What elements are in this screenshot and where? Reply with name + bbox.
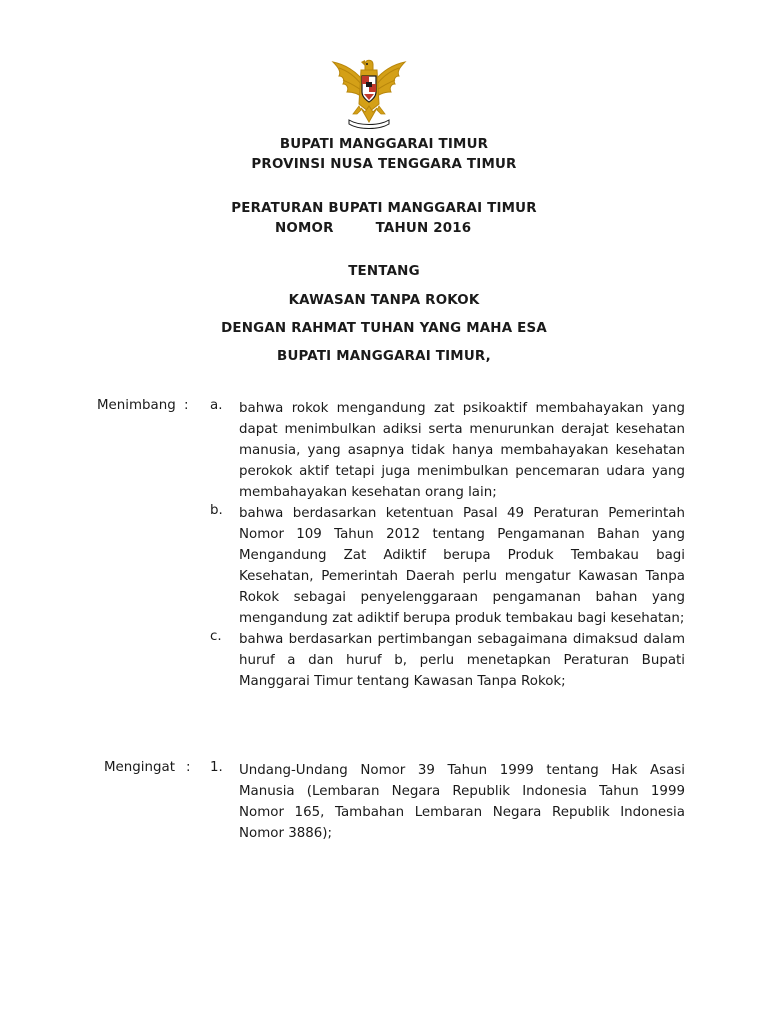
- nomor-label: NOMOR: [275, 221, 334, 236]
- mengingat-colon: :: [186, 760, 191, 775]
- item-text: bahwa berdasarkan ketentuan Pasal 49 Peraturan Pemerintah Nomor 109 Tahun 2012 tentang Pengamanan Bahan yang Mengandung Zat Adiktif berupa Produk Tembakau bagi Kesehatan, Pemerintah Daerah perlu mengatur Kawasan Tanpa Rokok sebagai penyelenggaraan pengamanan bahan yang mengandung zat adiktif berupa produk tembakau bagi kesehatan;: [239, 506, 685, 626]
- regulation-number-line: [275, 221, 471, 236]
- item-text: Undang-Undang Nomor 39 Tahun 1999 tentang Hak Asasi Manusia (Lembaran Negara Republik Indonesia Tahun 1999 Nomor 165, Tambahan Lembaran Negara Republik Indonesia Nomor 3886);: [239, 763, 685, 841]
- item-marker: b.: [210, 503, 223, 518]
- menimbang-item: [0, 398, 768, 503]
- tentang-label: TENTANG: [348, 264, 420, 279]
- authority-line: BUPATI MANGGARAI TIMUR,: [277, 349, 491, 364]
- mengingat-section: [0, 760, 768, 844]
- garuda-emblem-icon: [331, 56, 407, 130]
- menimbang-item: [0, 503, 768, 629]
- menimbang-colon: :: [184, 398, 189, 413]
- menimbang-label: Menimbang: [97, 398, 176, 413]
- menimbang-section: [0, 398, 768, 692]
- province-line: PROVINSI NUSA TENGGARA TIMUR: [251, 157, 517, 172]
- tahun-label: TAHUN 2016: [375, 221, 472, 236]
- item-text: bahwa berdasarkan pertimbangan sebagaimana dimaksud dalam huruf a dan huruf b, perlu menetapkan Peraturan Bupati Manggarai Timur tentang Kawasan Tanpa Rokok;: [239, 632, 685, 689]
- item-marker: 1.: [210, 760, 223, 775]
- issuer-line: BUPATI MANGGARAI TIMUR: [279, 137, 489, 152]
- menimbang-item: [0, 629, 768, 692]
- invocation-line: DENGAN RAHMAT TUHAN YANG MAHA ESA: [221, 321, 547, 336]
- mengingat-label: Mengingat: [104, 760, 175, 775]
- regulation-subject: KAWASAN TANPA ROKOK: [288, 293, 480, 308]
- item-marker: a.: [210, 398, 223, 413]
- regulation-title: PERATURAN BUPATI MANGGARAI TIMUR: [231, 201, 537, 216]
- item-marker: c.: [210, 629, 222, 644]
- item-text: bahwa rokok mengandung zat psikoaktif membahayakan yang dapat menimbulkan adiksi serta menurunkan derajat kesehatan manusia, yang asapnya tidak hanya membahayakan kesehatan perokok aktif tetapi juga menimbulkan pencemaran udara yang membahayakan kesehatan orang lain;: [239, 401, 685, 500]
- mengingat-item: [0, 760, 768, 844]
